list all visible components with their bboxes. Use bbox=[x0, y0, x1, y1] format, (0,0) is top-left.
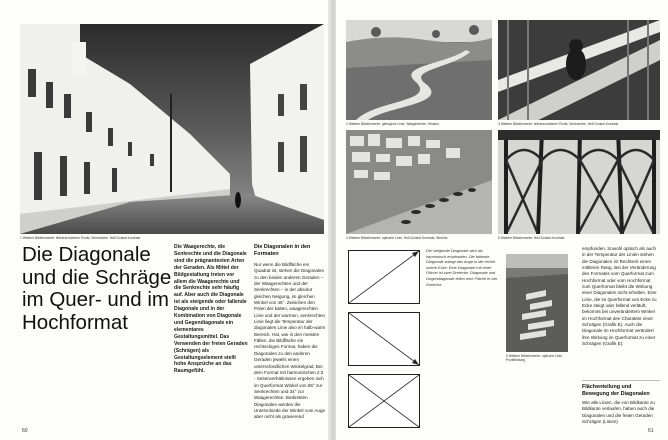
diagram-falling-diagonal bbox=[348, 312, 420, 366]
section-subhead-movement: Flächenteilung und Bewegung der Diagonalen bbox=[582, 384, 650, 397]
diagram-caption: Die steigende Diagonale wird als harmonisch empfunden. Die fallende Diagonale zwingt das Auge in die rechte untere Ecke. Eine Diagonale mit einer Fläche ist zwei Dreiecke. Diagonale und Gegendiagonale teilen eine Fläche in vier Dreiecke. bbox=[426, 248, 498, 287]
body-text-left: Nur wenn die Bildfläche ein Quadrat ist, stehen die Diagonalen zu den beiden anderen Geraden – der Waagerechten und der Senkrechten – in der absolut gleichen Neigung, im gleichen Winkel von 45°. Zwischen den Polen der kalten, waagerechten Linie und der warmen, senkrechten Linie liegt die Temperatur der diagonalen Linie also im halb-warm Bereich. Hat, wie in den meisten Fällen, die Bildfläche ein rechteckiges Format, haben die Diagonalen zu den anderen Geraden jeweils einen unterschiedlichen Winkelgrad. Bei dem Format mit harmonischen 2:3 - Seitenverhältnissen ergeben sich im Querformat Winkel von 56° zur Senkrechten und 34° zur Waagerechten. Bedirekten Diagonalen werden die Unterschiede der Winkel vom Auge aber nicht als gravierend bbox=[254, 262, 326, 420]
photo-5-caption: 5 Weitere Bildelemente: Hell-Dunkel-Kontrast bbox=[498, 236, 565, 240]
section-subhead-formats: Die Diagonalen in den Formaten bbox=[254, 244, 311, 257]
photo-6-boats-harbor bbox=[506, 254, 568, 352]
photo-4-caption: 4 Weitere Bildelemente: optische Linie, Hell-Dunkel-Kontrast, Struktur bbox=[346, 236, 448, 240]
body-text-right-top: empfunden. Sowohl optisch als auch in der Temperatur der Linien stehen die Diagonalen im Rechteck einen mittleren Rang. Bei der Veränderung des Formates vom Querformat zum Hochformat oder vom Hochformat zum Querformat bleibt die Wirkung einer Diagonalen nicht erhalten. Eine Linie, die im Querformat von Ecke zu Ecke steigt oder fallend verläuft, bekommt bei unverändertem Winkel im Hochformat den Charakter einer Schrägen (Grafik E). Auch die Diagonale im Hochformat verändert ihre Wirkung im Querformat zu einer Schrägen (Grafik E). bbox=[582, 246, 657, 347]
left-page bbox=[0, 0, 332, 440]
photo-3-caption: 3 Weitere Bildelemente: teilverschobener Punkt, Senkrechte, Hell-Dunkel-Kontrast bbox=[498, 122, 619, 126]
right-page bbox=[336, 0, 668, 440]
body-text-right-bottom: Wie alle Linien, die von Bildkante zu Bildkante verlaufen, haben auch die Diagonalen und die freien Geraden Schrägen (Linien) bbox=[582, 400, 655, 425]
intro-paragraph: Die Waagerechte, die Senkrechte und die Diagonale sind die prägnantesten Arten der Geraden. Als Mittel der Bildgestaltung treten vor allem die Waagerechte und die Senkrechte sehr häufig auf. Aber auch die Diagonale ist als steigende oder fallende Diagonale und in der Kombination von Diagonale und Gegendiagonale ein elementares Gestaltungsmittel. Das Verwenden der freien Geraden (Schrägen) als Gestaltungselement stellt hohe Ansprüche an das Raumgefühl. bbox=[174, 244, 248, 375]
photo-4-harbor-town bbox=[346, 130, 492, 234]
section-divider bbox=[582, 380, 660, 381]
photo-5-steel-structure bbox=[498, 130, 660, 234]
diagram-diagonal-and-counterdiagonal bbox=[348, 374, 420, 428]
photo-2-winding-road bbox=[346, 20, 492, 120]
chapter-title: Die Diagonale und die Schräge im Quer- und im Hochformat bbox=[22, 243, 172, 334]
photo-2-caption: 2 Weitere Bildelemente: gebogene Linie, Waagerechte, Struktur bbox=[346, 122, 440, 126]
photo-1-caption: 1 Weitere Bildelemente: teilverschobener Punkt, Senkrechte. Hell-Dunkel-Kontrast bbox=[20, 236, 141, 240]
photo-3-escalator bbox=[498, 20, 660, 120]
photo-6-caption: 6 Weitere Bildelemente: optische Linie, Punktbildung bbox=[506, 354, 563, 362]
diagram-rising-diagonal bbox=[348, 250, 420, 304]
page-number-left: 60 bbox=[22, 428, 28, 434]
page-number-right: 61 bbox=[648, 428, 654, 434]
photo-1-street-scene bbox=[20, 24, 324, 234]
